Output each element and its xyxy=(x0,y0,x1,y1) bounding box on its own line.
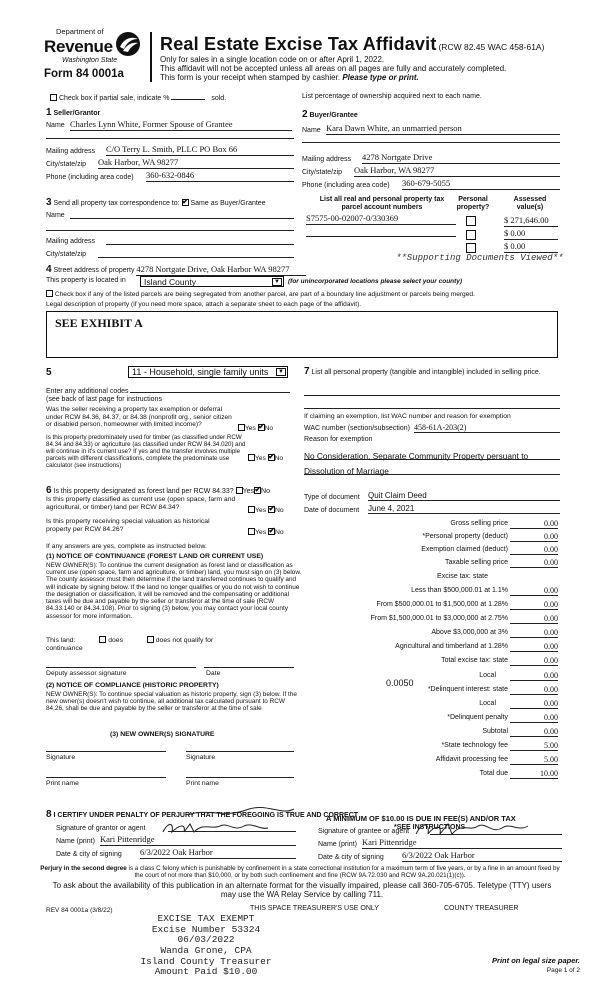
doc-type-label: Type of document xyxy=(304,494,360,501)
timber-question: Is this property predominately used for timber (as classified under RCW 84.34 and 84.33) or agriculture (as classified under RCW 84.34.020) and will continue in it's current use? If yes and the transfer involves multiple parcels with different classifications, complete the predominate use calculator (see instructions) xyxy=(46,434,246,469)
tax-row-label: Local xyxy=(479,700,496,707)
tax-row-label: From $500,000.01 to $1,500,000 at 1.28% xyxy=(376,601,508,608)
tax-row xyxy=(300,672,558,682)
tax-row-label: From $1,500,000.01 to $3,000,000 at 2.75% xyxy=(370,615,508,622)
county-note: (for unincorporated locations please select your county) xyxy=(288,278,463,285)
perjury-text: is a class C felony which is punishable by confinement in a state correctional institution for a maximum term of five years, or by a fine in an amount fixed by the court of not more than $10,000, or by both such confinement and fine (RCW 9A.72.030 and RCW 9A.20.021(1)(c)). xyxy=(128,865,560,880)
notice-continuance-body: NEW OWNER(S): To continue the current designation as forest land or classification as current use (open space, farm and agriculture, or timber) land, you must sign on (3) below. The county assessor must then determine if the land transferred continues to qualify and will indicate by signing below. If the land no longer qualifies or you do not wish to continue the designation or classification, it will be removed and the compensating or additional taxes will be due and payable by the seller or transferor at the time of sale (RCW 84.33.140 or 84.34.108). Prior to signing (3) below, you may contact your local county assessor for more information. xyxy=(46,562,302,620)
historic-question: Is this property receiving special valuation as historical property per RCW 84.26? xyxy=(46,518,210,533)
tax-row-value[interactable]: 0.00 xyxy=(510,671,558,681)
tax-row-value[interactable]: 0.00 xyxy=(510,558,558,568)
seller-mailing-row xyxy=(46,144,294,156)
perjury-bold: Perjury in the second degree xyxy=(40,865,127,872)
this-land-row xyxy=(46,636,300,653)
buyer-name-label: Name xyxy=(302,127,321,134)
buyer-city-row xyxy=(302,165,560,177)
dor-swoosh-icon xyxy=(114,30,142,58)
wac-row xyxy=(304,425,560,433)
subtitle-3a: This form is your receipt when stamped by cashier. xyxy=(160,73,341,82)
rev-number: REV 84 0001a (3/8/22) xyxy=(46,907,113,914)
timber-yesno xyxy=(248,454,283,463)
title-ref: (RCW 82.45 WAC 458-61A) xyxy=(438,42,545,52)
tax-row xyxy=(300,601,558,611)
dept-line3: Washington State xyxy=(62,57,118,64)
use-code-value: 11 - Household, single family units xyxy=(132,367,269,377)
timber-no-label: No xyxy=(274,455,284,462)
current-use-question: Is this property classified as current use (open space, farm and agricultural, or timber) land per RCW 84.34? xyxy=(46,496,236,511)
corr-name-line2 xyxy=(46,230,294,231)
buyer-name-field[interactable]: Kara Dawn White, an unmarried person xyxy=(326,124,560,135)
buyer-mailing-field[interactable]: 4278 Nortgate Drive xyxy=(362,153,560,164)
tax-row-value[interactable]: 0.00 xyxy=(510,614,558,624)
forest-row xyxy=(46,485,300,497)
tax-row xyxy=(300,643,558,653)
historic-yes-checkbox[interactable] xyxy=(248,528,255,535)
tax-row-value[interactable]: 0.00 xyxy=(510,642,558,652)
corr-city-field[interactable] xyxy=(98,257,294,258)
form-title xyxy=(160,34,580,55)
correspondence-label: Send all property tax correspondence to: xyxy=(53,200,180,207)
partial-sale-row xyxy=(50,93,300,103)
reason-label: Reason for exemption xyxy=(304,436,373,443)
timber-yes-label: Yes xyxy=(255,455,266,462)
owner-print-label-1: Print name xyxy=(46,780,79,787)
tax-row-value[interactable]: 0.00 xyxy=(510,713,558,723)
owner-signature-label-2: Signature xyxy=(186,754,216,761)
personal-property-line-1[interactable] xyxy=(304,395,560,396)
same-as-buyer-checkbox[interactable] xyxy=(182,199,189,206)
deputy-signature-line[interactable] xyxy=(46,667,196,668)
notice-continuance-title: (1) NOTICE OF CONTINUANCE (FOREST LAND OR CURRENT USE) xyxy=(46,553,264,560)
tax-row-label: Above $3,000,000 at 3% xyxy=(431,629,508,636)
seller-num: 1 xyxy=(46,107,52,118)
grantor-signature-icon xyxy=(160,820,270,836)
tax-row-label: *Delinquent penalty xyxy=(447,714,508,721)
section6-num: 6 xyxy=(46,485,52,496)
land-does-not-label: does not qualify for xyxy=(155,637,214,644)
certify-text: I CERTIFY UNDER PENALTY OF PERJURY THAT THE FOREGOING IS TRUE AND CORRECT xyxy=(53,812,359,819)
grantee-date-label: Date & city of signing xyxy=(318,854,384,861)
historic-no-label: No xyxy=(274,529,284,536)
buyer-phone-field[interactable]: 360-679-5055 xyxy=(402,179,560,190)
grantor-date-label: Date & city of signing xyxy=(56,851,122,858)
additional-codes-label: Enter any additional codes xyxy=(46,388,129,395)
tax-row-label: Exemption claimed (deduct) xyxy=(421,546,508,553)
tax-row xyxy=(300,615,558,625)
buyer-name-row xyxy=(302,123,560,135)
exemption-yes-label: Yes xyxy=(245,425,256,432)
assessed-value-3[interactable]: $ 0.00 xyxy=(504,242,558,253)
partial-sale-label: Check box if partial sale, indicate % xyxy=(58,95,170,102)
personal-checkbox-1[interactable] xyxy=(466,216,476,226)
forest-no-checkbox[interactable] xyxy=(254,487,261,494)
buyer-city-field[interactable]: Oak Harbor, WA 98277 xyxy=(354,166,560,177)
stamp-line-1: EXCISE TAX EXEMPT xyxy=(157,913,255,924)
section7-heading-text: List all personal property (tangible and intangible) included in selling price. xyxy=(311,369,541,376)
wac-label: WAC number (section/subsection) xyxy=(304,425,410,432)
tax-row xyxy=(300,520,558,530)
tax-row xyxy=(300,756,558,766)
legal-description-box[interactable] xyxy=(46,311,558,358)
corr-city-row xyxy=(46,251,294,259)
seller-city-field[interactable]: Oak Harbor, WA 98277 xyxy=(98,158,294,169)
seller-phone-field[interactable]: 360-632-0846 xyxy=(146,171,294,182)
ownership-note: List percentage of ownership acquired next to each name. xyxy=(302,93,482,100)
tax-row-label: Gross selling price xyxy=(450,520,508,527)
seller-heading-text: Seller/Grantor xyxy=(53,110,101,117)
notice-compliance-title: (2) NOTICE OF COMPLIANCE (HISTORIC PROPERTY) xyxy=(46,682,219,689)
tax-row-label: Total excise tax: state xyxy=(441,657,508,664)
county-label: This property is located in xyxy=(46,277,126,284)
segregated-checkbox[interactable] xyxy=(46,290,53,297)
use-code-select[interactable] xyxy=(128,366,288,378)
historic-no-checkbox[interactable] xyxy=(268,528,275,535)
parcel-number-2[interactable] xyxy=(306,236,456,237)
street-num: 4 xyxy=(46,264,52,275)
corr-mailing-label: Mailing address xyxy=(46,238,96,245)
seller-city-row xyxy=(46,157,294,169)
current-use-no-label: No xyxy=(274,507,284,514)
header-divider xyxy=(150,32,152,82)
grantor-name-field[interactable]: Kari Pittenridge xyxy=(100,835,296,846)
seller-name-field[interactable]: Charles Lynn White, Former Spouse of Grantee xyxy=(70,120,292,131)
seller-name-line2 xyxy=(46,138,294,139)
grantor-sig-label: Signature of grantor or agent xyxy=(56,825,146,832)
tax-row-value[interactable]: 0.00 xyxy=(510,727,558,737)
land-does-checkbox[interactable] xyxy=(99,636,106,643)
title-text: Real Estate Excise Tax Affidavit xyxy=(160,34,437,54)
seller-name-label: Name xyxy=(46,122,65,129)
corr-city-label: City/state/zip xyxy=(46,251,87,258)
exemption-no-checkbox[interactable] xyxy=(258,424,265,431)
buyer-mailing-label: Mailing address xyxy=(302,156,352,163)
tax-row xyxy=(300,742,558,752)
additional-codes-note: (see back of last page for instructions xyxy=(46,396,162,404)
tax-row xyxy=(300,686,558,696)
tax-row-label: Less than $500,000.01 at 1.1% xyxy=(411,587,508,594)
exemption-question: Was the seller receiving a property tax exemption or deferral under RCW 84.36, 84.37, or 84.38 (nonprofit org., senior citizen or disabled person, homeowner with limited income)? xyxy=(46,406,232,429)
subtitle-1: Only for sales in a single location code on or after April 1, 2022. xyxy=(160,55,385,64)
stamp-line-6: Amount Paid $10.00 xyxy=(154,966,258,978)
partial-sale-sold: sold. xyxy=(211,95,227,102)
grantee-name-label: Name (print) xyxy=(318,841,357,848)
buyer-mailing-row xyxy=(302,152,560,164)
tax-row-value[interactable]: 0.00 xyxy=(510,586,558,596)
segregated-row xyxy=(46,290,576,299)
tax-row xyxy=(300,587,558,597)
forest-yes-label: Yes xyxy=(242,488,255,495)
owner-signature-label-1: Signature xyxy=(46,754,76,761)
dept-line2: Revenue xyxy=(44,37,113,56)
use-code-dropdown-icon[interactable]: ▼ xyxy=(276,368,286,376)
form-number: Form 84 0001a xyxy=(44,68,124,80)
section5-num: 5 xyxy=(46,367,52,378)
doc-date-field[interactable]: June 4, 2021 xyxy=(368,504,560,514)
tax-row-value[interactable]: 5.00 xyxy=(510,741,558,751)
availability-notice: To ask about the availability of this publication in an alternate format for the visually impaired, please call 360-705-6705. Teletype (TTY) users may use the WA Relay Service by calling 711. xyxy=(52,881,552,900)
deputy-date-line[interactable] xyxy=(204,667,294,668)
minimum-due-note: A MINIMUM OF $10.00 IS DUE IN FEE(S) AND/OR TAX xyxy=(326,814,516,823)
seller-heading xyxy=(46,107,100,119)
buyer-phone-row xyxy=(302,178,560,190)
seller-city-label: City/state/zip xyxy=(46,161,87,168)
tax-row-label: *Delinquent interest: state xyxy=(427,686,508,693)
deputy-signature-label: Deputy assessor signature xyxy=(46,670,127,677)
owner-print-line-2[interactable] xyxy=(186,777,294,778)
deputy-date-label: Date xyxy=(206,670,221,677)
tax-row-value[interactable]: 0.00 xyxy=(510,628,558,638)
tax-row xyxy=(300,573,558,583)
street-label: Street address of property xyxy=(53,267,135,274)
current-use-yes-label: Yes xyxy=(255,507,267,514)
tax-row xyxy=(300,546,558,556)
county-treasurer-label: COUNTY TREASURER xyxy=(444,905,519,912)
historic-yesno xyxy=(248,528,284,537)
buyer-city-label: City/state/zip xyxy=(302,169,343,176)
stamp-line-3: 06/03/2022 xyxy=(177,934,235,946)
reason-line-1 xyxy=(304,459,560,460)
grantee-date-field[interactable]: 6/3/2022 Oak Harbor xyxy=(402,851,562,862)
wac-field[interactable]: 458-61A-203(2) xyxy=(414,423,560,433)
tax-row-label: Taxable selling price xyxy=(444,559,508,566)
tax-row-value[interactable]: 0.00 xyxy=(510,656,558,666)
partial-sale-percent[interactable] xyxy=(171,93,205,100)
see-instructions-note: *SEE INSTRUCTIONS xyxy=(394,824,466,831)
treasurer-stamp xyxy=(136,914,276,978)
tax-row-value[interactable]: 5.00 xyxy=(510,755,558,765)
legal-description-text: SEE EXHIBIT A xyxy=(55,316,143,330)
tax-row-label: Local xyxy=(479,672,496,679)
stamp-line-5: Island County Treasurer xyxy=(140,955,272,967)
current-use-yesno xyxy=(248,506,284,515)
buyer-name-line2 xyxy=(302,142,560,143)
tax-row-value[interactable]: 0.00 xyxy=(510,699,558,709)
current-use-yes-checkbox[interactable] xyxy=(248,506,255,513)
correspondence-heading xyxy=(46,197,298,209)
personal-checkbox-3[interactable] xyxy=(466,243,476,253)
local-rate: 0.0050 xyxy=(386,678,414,688)
corr-name-row xyxy=(46,212,294,220)
if-yes-instruction: If any answers are yes, complete as instructed below. xyxy=(46,543,207,550)
street-address-field[interactable]: 4278 Nortgate Drive, Oak Harbor WA 98277 xyxy=(136,265,306,276)
tax-row-label: Affidavit processing fee xyxy=(435,756,508,763)
corr-mailing-row xyxy=(46,238,294,246)
exemption-no-label: No xyxy=(264,425,274,432)
buyer-num: 2 xyxy=(302,109,308,120)
timber-yes-checkbox[interactable] xyxy=(248,454,255,461)
seller-mailing-field[interactable]: C/O Terry L. Smith, PLLC PO Box 66 xyxy=(106,145,294,156)
seller-name-row xyxy=(46,119,294,130)
assessed-col-header: Assessed value(s) xyxy=(513,196,547,212)
certify-strike-scribble xyxy=(186,806,296,820)
corr-name-field[interactable] xyxy=(70,218,294,219)
exemption-claim-label: If claiming an exemption, list WAC number and reason for exemption xyxy=(304,413,511,420)
land-does-label: does xyxy=(108,637,123,644)
tax-row-value[interactable]: 0.00 xyxy=(510,600,558,610)
grantee-name-row xyxy=(318,837,562,849)
subtitle-3b: Please type or print. xyxy=(342,73,419,82)
exemption-yesno xyxy=(238,424,273,433)
reason-field[interactable]: No Consideration, Separate Community Property persuant to Dissolution of Marriage xyxy=(304,451,529,476)
county-select[interactable] xyxy=(140,276,284,287)
forest-question: Is this property designated as forest land per RCW 84.33? xyxy=(53,488,234,495)
tax-row xyxy=(300,559,558,569)
land-does-not-checkbox[interactable] xyxy=(147,636,154,643)
county-dropdown-icon[interactable]: ▼ xyxy=(272,278,282,286)
segregated-label: Check box if any of the listed parcels are being segregated from another parcel, are part of a boundary line adjustment or parcels being merged. xyxy=(54,291,475,298)
seller-phone-label: Phone (including area code) xyxy=(46,174,134,181)
grantor-name-label: Name (print) xyxy=(56,838,95,845)
reason-line-2 xyxy=(304,474,560,475)
this-land-label: This land: xyxy=(46,637,76,644)
doc-type-field[interactable]: Quit Claim Deed xyxy=(368,491,560,501)
page-number: Page 1 of 2 xyxy=(546,967,580,974)
forest-no-label: No xyxy=(261,488,270,495)
buyer-heading xyxy=(302,109,358,121)
section8-num: 8 xyxy=(46,809,52,820)
tax-row-label: Agricultural and timberland at 1.28% xyxy=(395,643,508,650)
tax-row-label: Subtotal xyxy=(482,728,508,735)
doc-date-label: Date of document xyxy=(304,507,360,514)
corr-name-label: Name xyxy=(46,212,65,219)
owner-signature-line-2[interactable] xyxy=(186,751,294,752)
owner-signature-line-1[interactable] xyxy=(46,751,166,752)
street-row xyxy=(46,264,566,276)
partial-sale-checkbox[interactable] xyxy=(50,94,57,101)
new-owner-signature-title: (3) NEW OWNER(S) SIGNATURE xyxy=(110,731,215,738)
grantee-date-row xyxy=(318,850,562,862)
grantee-sig-label: Signature of grantee or agent xyxy=(318,828,410,835)
subtitle-3 xyxy=(160,73,419,82)
grantee-name-field[interactable]: Kari Pittenridge xyxy=(362,838,562,849)
tax-row-value[interactable]: 0.00 xyxy=(510,519,558,529)
notice-compliance-body: NEW OWNER(S): To continue special valuation as historic property, sign (3) below. If the new owner(s) doesn't wish to continue, all additional tax calculated pursuant to RCW 84.26, shall be due and payable by the seller or transferor at the time of sale xyxy=(46,691,297,713)
personal-property-line-2[interactable] xyxy=(304,408,560,409)
parcel-col-header: List all real and personal property tax parcel account numbers xyxy=(319,196,445,212)
tax-row xyxy=(300,629,558,639)
timber-no-checkbox[interactable] xyxy=(268,454,275,461)
perjury-notice xyxy=(40,865,560,879)
tax-row-value[interactable]: 0.00 xyxy=(510,685,558,695)
tax-row-label: *State technology fee xyxy=(441,742,508,749)
historic-yes-label: Yes xyxy=(255,529,267,536)
section7-heading xyxy=(304,366,560,378)
subtitle-2: This affidavit will not be accepted unless all areas on all pages are fully and accurately completed. xyxy=(160,64,507,73)
tax-row xyxy=(300,770,558,780)
personal-col-header: Personal property? xyxy=(456,196,490,212)
tax-row-value[interactable]: 0.00 xyxy=(510,545,558,555)
tax-row-label: *Personal property (deduct) xyxy=(422,533,508,540)
tax-row xyxy=(300,728,558,738)
seller-phone-row xyxy=(46,170,294,182)
legal-description-label: Legal description of property (if you need more space, attach a separate sheet to each page of the affidavit). xyxy=(46,301,362,308)
county-value: Island County xyxy=(144,277,196,287)
stamp-line-4: Wanda Grone, CPA xyxy=(160,944,252,956)
dept-line1: Department of xyxy=(56,27,104,36)
assessed-value-2[interactable]: $ 0.00 xyxy=(504,229,558,240)
current-use-no-checkbox[interactable] xyxy=(268,506,275,513)
assessed-value-1[interactable]: $ 271,646.00 xyxy=(504,216,558,227)
tax-row-label: Total due xyxy=(479,770,508,777)
buyer-heading-text: Buyer/Grantee xyxy=(309,112,358,119)
doc-type-row xyxy=(304,491,560,502)
seller-mailing-label: Mailing address xyxy=(46,148,96,155)
grantor-date-row xyxy=(56,847,296,859)
additional-codes-row xyxy=(46,386,296,404)
tax-row-value[interactable]: 10.00 xyxy=(510,769,558,779)
buyer-phone-label: Phone (including area code) xyxy=(302,182,390,189)
supporting-docs-note: **Supporting Documents Viewed** xyxy=(396,253,564,263)
continuance-label: continuance xyxy=(46,644,83,652)
tax-row xyxy=(300,657,558,667)
grantor-name-row xyxy=(56,834,296,846)
owner-print-line-1[interactable] xyxy=(46,777,166,778)
doc-date-row xyxy=(304,504,560,515)
exemption-yes-checkbox[interactable] xyxy=(238,424,245,431)
tax-row-label: Excise tax: state xyxy=(437,573,488,580)
additional-codes-field[interactable] xyxy=(130,386,290,393)
forest-yes-checkbox[interactable] xyxy=(236,487,243,494)
tax-row-value[interactable]: 0.00 xyxy=(510,532,558,542)
tax-row xyxy=(300,714,558,724)
personal-checkbox-2[interactable] xyxy=(466,230,476,240)
stamp-line-2: Excise Number 53324 xyxy=(151,923,261,935)
corr-mailing-field[interactable] xyxy=(106,244,294,245)
legal-paper-note: Print on legal size paper. xyxy=(492,956,580,965)
parcel-number-1[interactable]: S7575-00-02007-0/330369 xyxy=(306,214,456,225)
grantor-date-field[interactable]: 6/3/2022 Oak Harbor xyxy=(140,848,296,859)
owner-print-label-2: Print name xyxy=(186,780,219,787)
tax-row xyxy=(300,700,558,710)
dor-logo xyxy=(44,28,144,84)
section7-num: 7 xyxy=(304,366,310,377)
same-as-buyer-label: Same as Buyer/Grantee xyxy=(190,200,266,207)
treasurer-use-label: THIS SPACE TREASURER'S USE ONLY xyxy=(250,905,379,912)
grantee-signature-icon xyxy=(412,820,532,838)
correspondence-num: 3 xyxy=(46,197,52,208)
tax-row xyxy=(300,533,558,543)
